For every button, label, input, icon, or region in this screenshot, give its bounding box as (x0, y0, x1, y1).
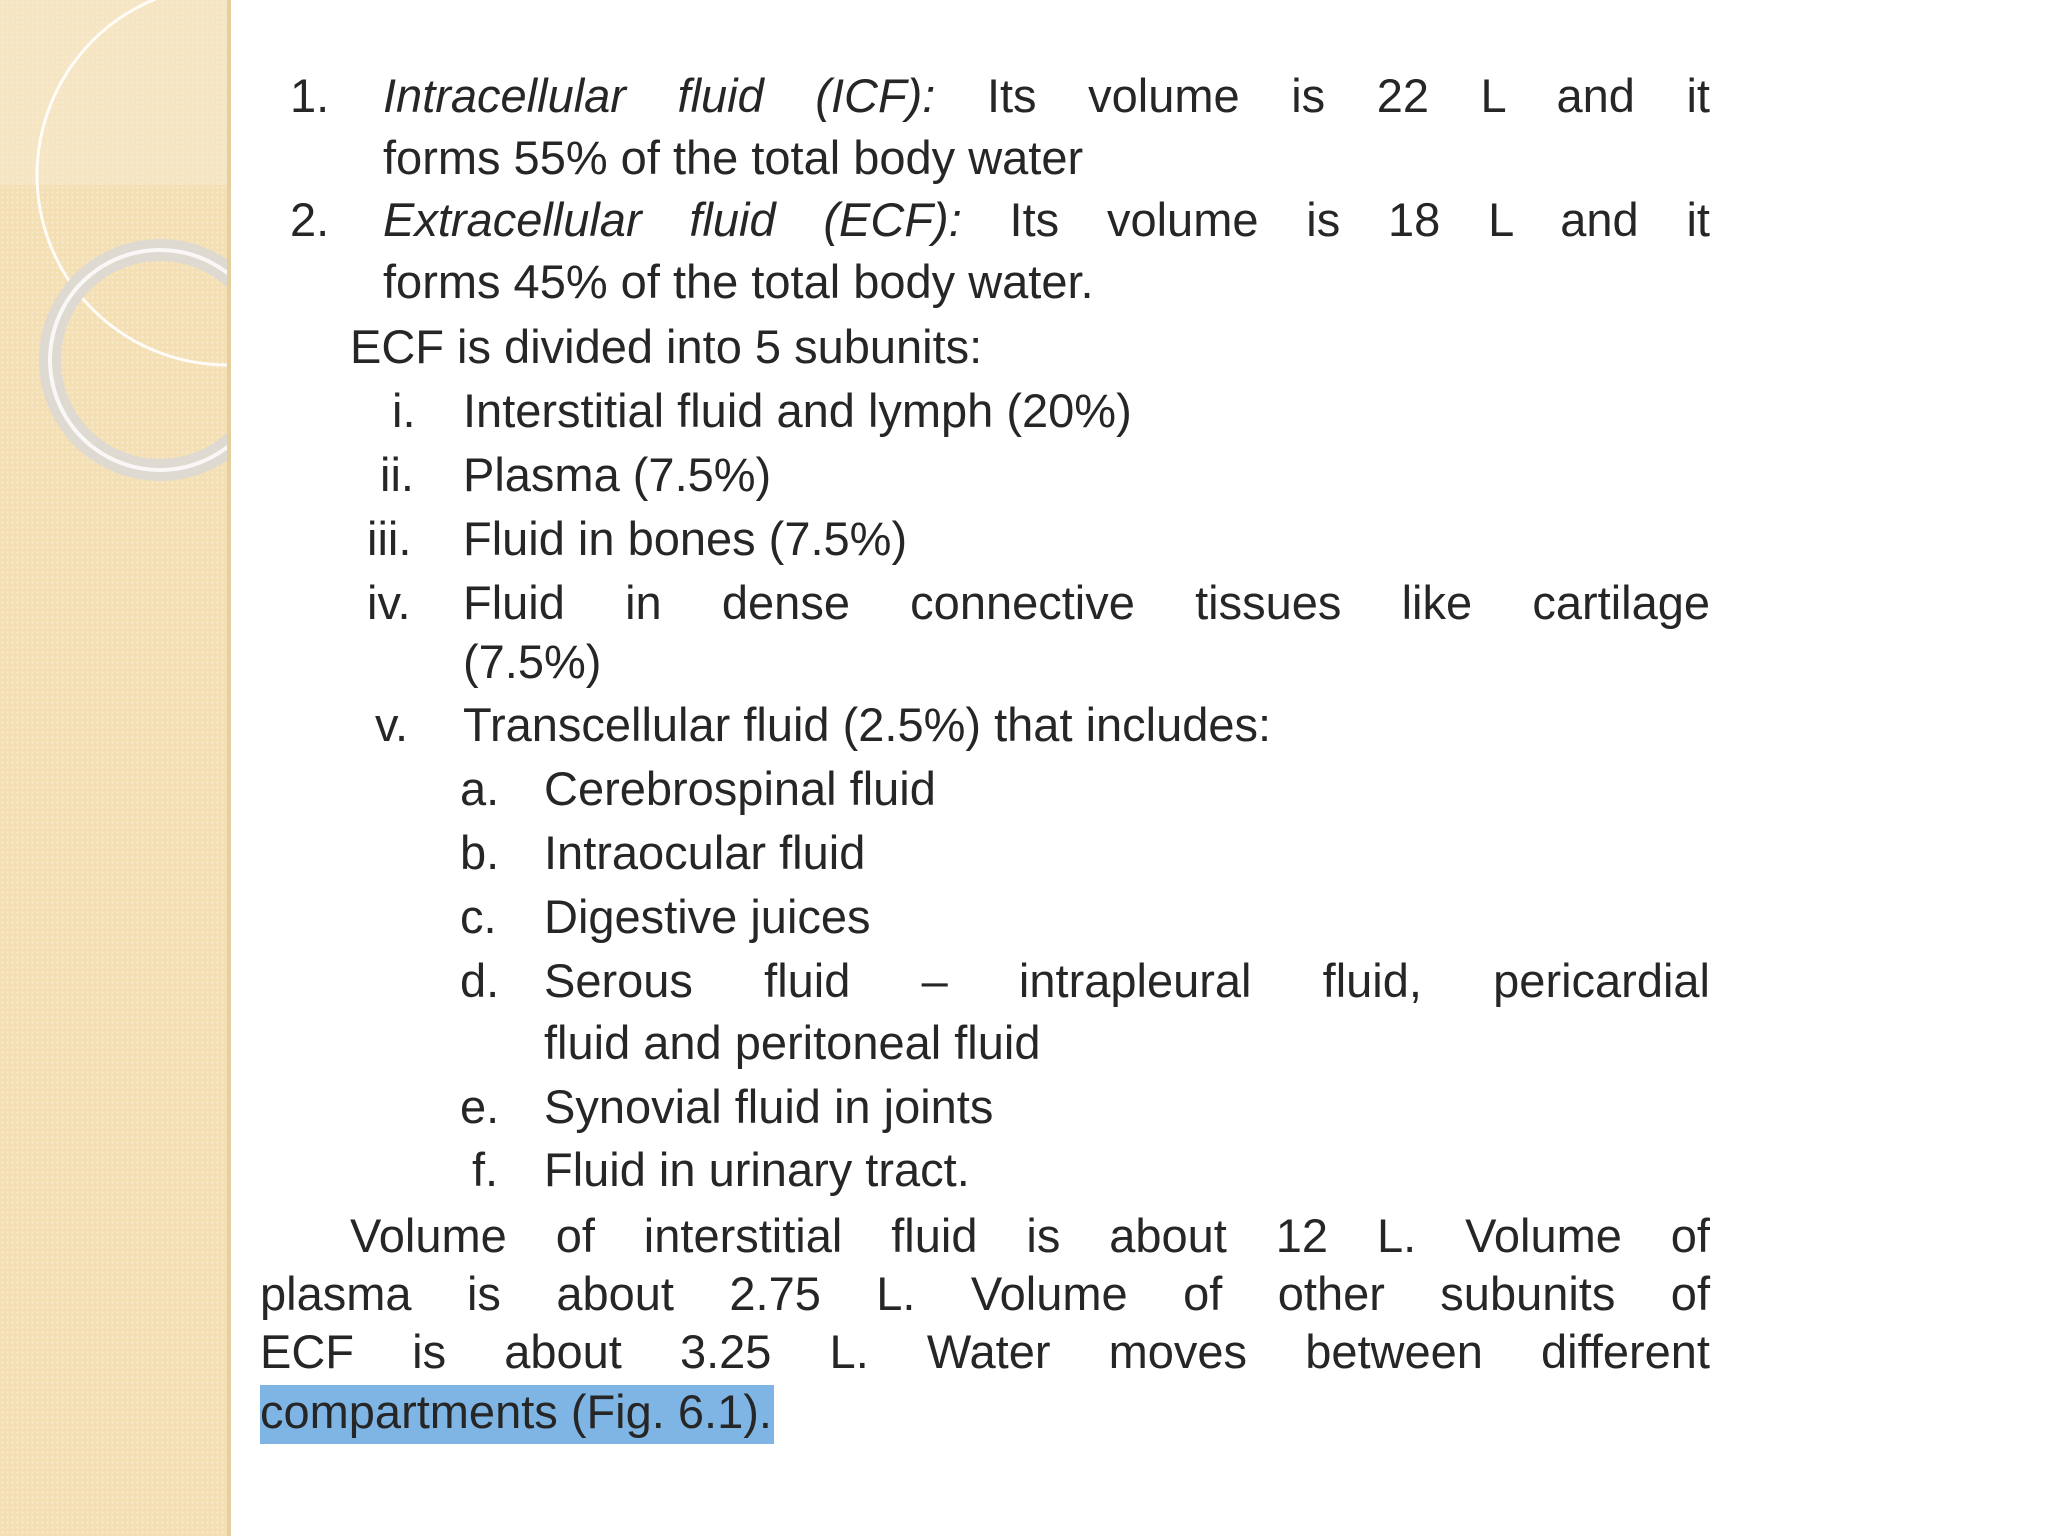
list-item-ecf-line2: forms 45% of the total body water. (383, 255, 1094, 308)
list-item-icf-line2: forms 55% of the total body water (383, 131, 1084, 184)
paragraph-line-3: ECF is about 3.25 L. Water moves between different (260, 1325, 1710, 1378)
paragraph-line-2: plasma is about 2.75 L. Volume of other subunits of (260, 1267, 1710, 1320)
ecf-description: Its volume is 18 L and it (961, 193, 1710, 246)
subunit-item: Transcellular fluid (2.5%) that includes: (463, 698, 1272, 751)
subunit-item: Interstitial fluid and lymph (20%) (463, 384, 1132, 437)
term-ecf: Extracellular fluid (ECF): (383, 193, 962, 246)
list-marker: 1. (290, 69, 330, 122)
transcellular-item: Fluid in urinary tract. (544, 1143, 970, 1196)
transcellular-item-continuation: fluid and peritoneal fluid (544, 1016, 1041, 1069)
list-marker: ii. (380, 448, 414, 501)
list-item-icf-line1 (383, 68, 1710, 124)
list-marker: v. (375, 698, 409, 751)
ecf-intro: ECF is divided into 5 subunits: (350, 320, 983, 373)
list-marker: c. (460, 890, 497, 943)
subunit-item-continuation: (7.5%) (463, 635, 602, 688)
term-icf: Intracellular fluid (ICF): (383, 69, 936, 122)
transcellular-item: Cerebrospinal fluid (544, 762, 936, 815)
list-marker: i. (392, 384, 416, 437)
transcellular-item: Serous fluid – intrapleural fluid, pericardial (544, 954, 1710, 1007)
paragraph-line-1: Volume of interstitial fluid is about 12 L. Volume of (350, 1209, 1710, 1262)
list-marker: iii. (367, 512, 412, 565)
list-marker: a. (460, 762, 500, 815)
list-marker: d. (460, 954, 500, 1007)
list-marker: f. (472, 1143, 499, 1196)
list-marker: 2. (290, 193, 330, 246)
list-marker: b. (460, 826, 500, 879)
list-marker: e. (460, 1080, 500, 1133)
subunit-item: Fluid in bones (7.5%) (463, 512, 908, 565)
subunit-item: Plasma (7.5%) (463, 448, 772, 501)
paragraph-line-4 (260, 1384, 774, 1440)
transcellular-item: Intraocular fluid (544, 826, 866, 879)
selected-text-highlight[interactable]: compartments (Fig. 6.1). (260, 1385, 774, 1444)
icf-description: Its volume is 22 L and it (935, 69, 1710, 122)
transcellular-item: Synovial fluid in joints (544, 1080, 994, 1133)
subunit-item: Fluid in dense connective tissues like cartilage (463, 576, 1710, 629)
transcellular-item: Digestive juices (544, 890, 871, 943)
list-item-ecf-line1 (383, 192, 1710, 248)
list-marker: iv. (367, 576, 411, 629)
